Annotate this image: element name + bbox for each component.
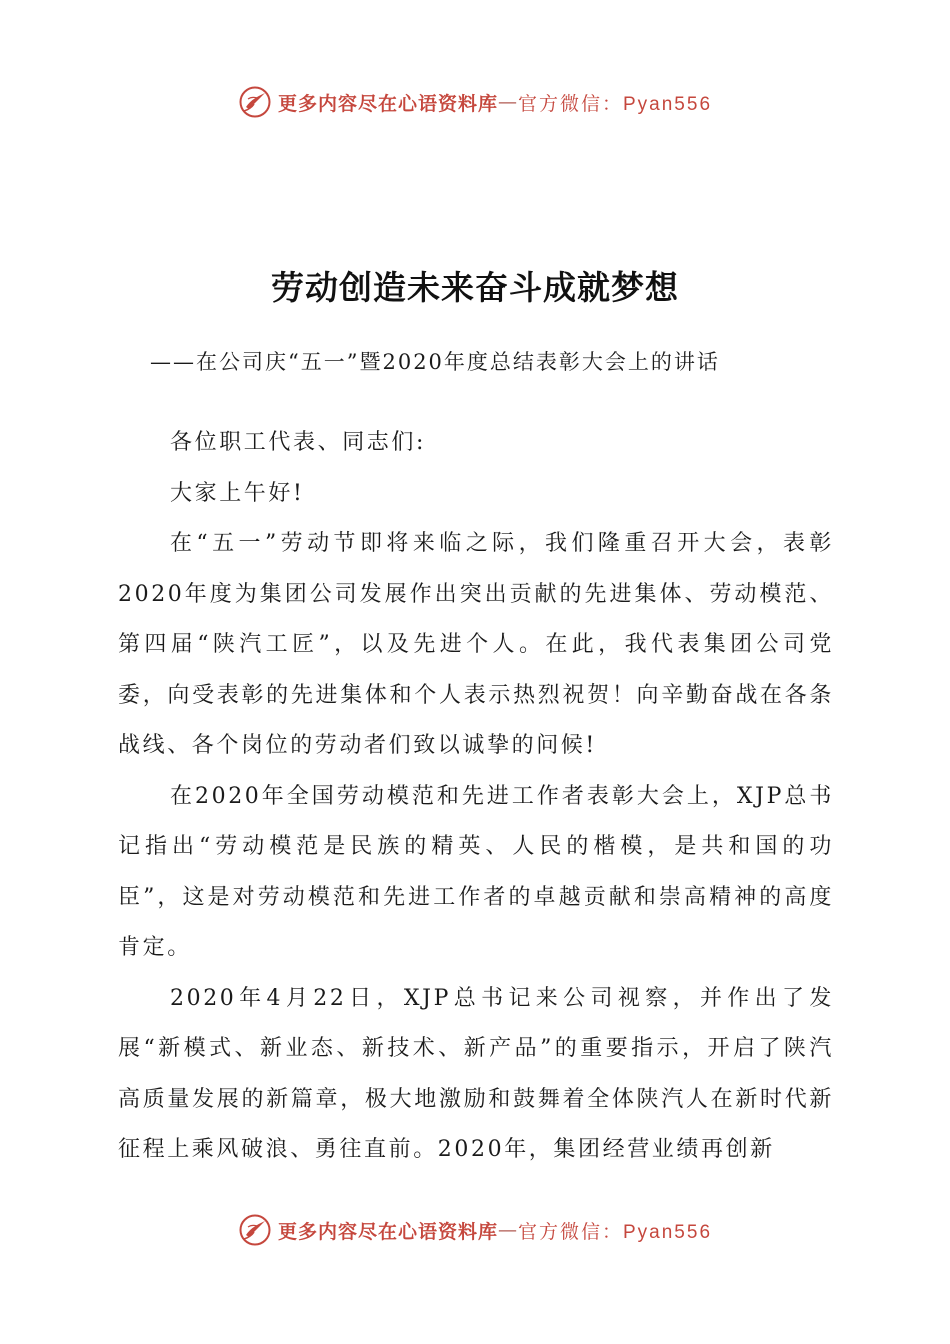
paragraph: 在2020年全国劳动模范和先进工作者表彰大会上，XJP总书记指出“劳动模范是民族的精英、人民的楷模，是共和国的功臣”，这是对劳动模范和先进工作者的卓越贡献和崇高精神的高度肯定。 — [118, 783, 834, 960]
watermark-text: 更多内容尽在心语资料库 — [277, 1220, 498, 1243]
watermark-dash: — — [498, 91, 518, 113]
pen-logo-icon — [238, 1213, 272, 1247]
paragraph-salutation: 各位职工代表、同志们: — [170, 430, 427, 455]
watermark-contact: 官方微信：Pyan556 — [518, 93, 713, 115]
pen-logo-icon — [238, 85, 272, 119]
watermark-text: 更多内容尽在心语资料库 — [277, 92, 498, 115]
watermark-dash: — — [498, 1219, 518, 1241]
watermark-contact: 官方微信：Pyan556 — [518, 1221, 713, 1243]
paragraph: 在“五一”劳动节即将来临之际，我们隆重召开大会，表彰2020年度为集团公司发展作出突出贡献的先进集体、劳动模范、第四届“陕汽工匠”，以及先进个人。在此，我代表集团公司党委，向受表彰的先进集体和个人表示热烈祝贺！向辛勤奋战在各条战线、各个岗位的劳动者们致以诚挚的问候! — [118, 531, 834, 758]
header-watermark — [0, 82, 950, 122]
paragraph-greeting: 大家上午好! — [170, 480, 305, 506]
document-body — [118, 418, 834, 1176]
document-title: 劳动创造未来奋斗成就梦想 — [271, 268, 679, 307]
footer-watermark — [0, 1210, 950, 1250]
document-subtitle: ——在公司庆“五一”暨2020年度总结表彰大会上的讲话 — [150, 350, 720, 374]
paragraph: 2020年4月22日，XJP总书记来公司视察，并作出了发展“新模式、新业态、新技术、新产品”的重要指示，开启了陕汽高质量发展的新篇章，极大地激励和鼓舞着全体陕汽人在新时代新征程上乘风破浪、勇往直前。2020年，集团经营业绩再创新 — [118, 985, 834, 1162]
